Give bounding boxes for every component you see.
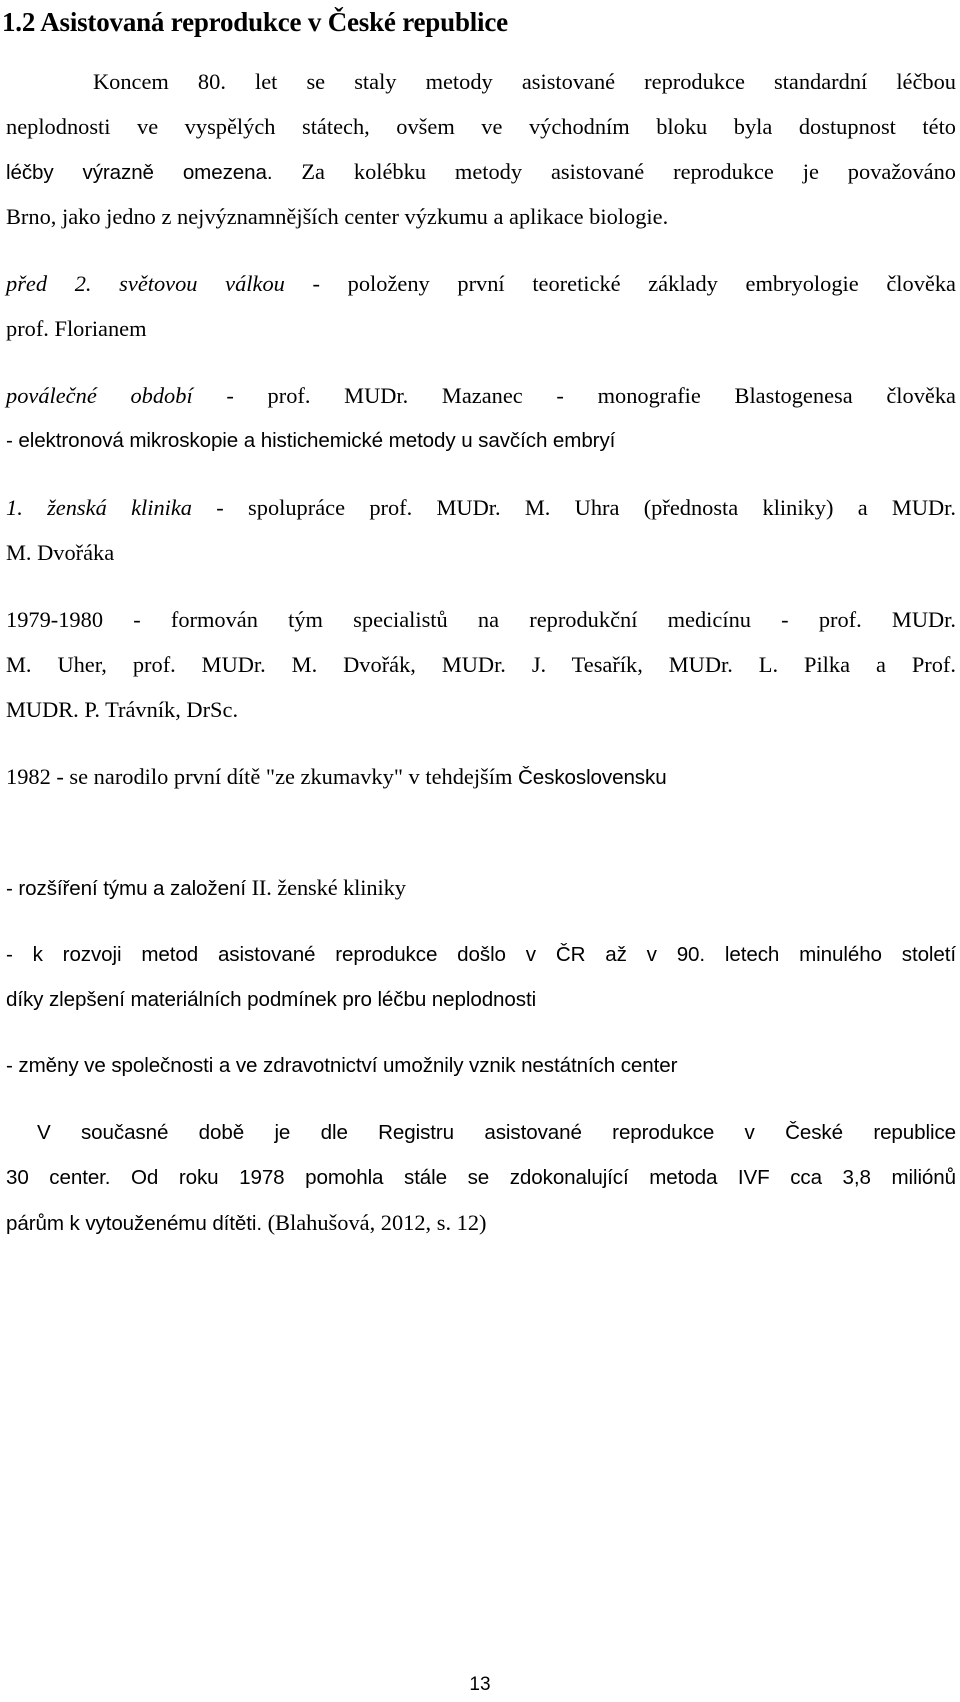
paragraph-5-line-2: M. Uher, prof. MUDr. M. Dvořák, MUDr. J. Tesařík, MUDr. L. Pilka a Prof. — [6, 652, 956, 677]
paragraph-7-line-1-end: II. ženské kliniky — [251, 875, 406, 900]
paragraph-4-line-2: M. Dvořáka — [6, 540, 115, 565]
paragraph-10-line-3-start: párům k vytouženému dítěti. — [6, 1212, 262, 1235]
paragraph-1-line-1: Koncem 80. let se staly metody asistované reprodukce standardní léčbou — [93, 69, 956, 94]
paragraph-8-line-2: díky zlepšení materiálních podmínek pro léčbu neplodnosti — [6, 988, 537, 1011]
paragraph-4-line-1-rest: - spolupráce prof. MUDr. M. Uhra (přednosta kliniky) a MUDr. — [192, 495, 956, 520]
section-heading: 1.2 Asistovaná reprodukce v České republice — [2, 7, 508, 37]
paragraph-2-line-1 — [6, 269, 956, 299]
paragraph-1-line-4: Brno, jako jedno z nejvýznamnějších center výzkumu a aplikace biologie. — [6, 204, 669, 229]
paragraph-10-line-1: V současné době je dle Registru asistované reprodukce v České republice — [37, 1121, 956, 1144]
paragraph-5-line-3: MUDR. P. Trávník, DrSc. — [6, 697, 239, 722]
paragraph-1-line-3 — [6, 157, 956, 188]
paragraph-10-line-3-end: (Blahušová, 2012, s. 12) — [262, 1210, 487, 1235]
paragraph-6-line-1 — [6, 762, 956, 793]
paragraph-4-line-1 — [6, 493, 956, 523]
paragraph-3-line-1 — [6, 381, 956, 411]
paragraph-2-italic-term: před 2. světovou válkou — [6, 271, 285, 296]
paragraph-6-line-1-end: Československu — [518, 766, 667, 789]
paragraph-7-line-1-start: - rozšíření týmu a založení — [6, 877, 252, 900]
paragraph-3-line-2: - elektronová mikroskopie a histichemické metody u savčích embryí — [6, 429, 616, 452]
paragraph-7-line-1 — [6, 873, 956, 904]
paragraph-8-line-1-start: - k rozvoji metod asistované reprodukce došlo v ČR až v 90. — [6, 943, 706, 966]
paragraph-3-line-1-rest: - prof. MUDr. Mazanec - monografie Blastogenesa člověka — [192, 383, 956, 408]
paragraph-6-line-1-start: 1982 - se narodilo první dítě "ze zkumavky" v tehdejším — [6, 764, 518, 789]
paragraph-8-line-1-end: letech minulého století — [705, 943, 957, 966]
paragraph-1-line-3-end: Za kolébku metody asistované reprodukce je považováno — [272, 159, 956, 184]
page-number: 13 — [469, 1674, 491, 1695]
paragraph-2-line-2: prof. Florianem — [6, 316, 147, 341]
paragraph-8-line-1 — [6, 940, 956, 970]
paragraph-1-line-2: neplodnosti ve vyspělých státech, ovšem ve východním bloku byla dostupnost této — [6, 114, 956, 139]
paragraph-4-italic-term: 1. ženská klinika — [6, 495, 192, 520]
paragraph-10-line-3 — [6, 1208, 956, 1239]
paragraph-10-line-2: 30 center. Od roku 1978 pomohla stále se zdokonalující metoda IVF cca 3,8 miliónů — [6, 1166, 956, 1189]
paragraph-5-line-1: 1979-1980 - formován tým specialistů na reprodukční medicínu - prof. MUDr. — [6, 607, 956, 632]
paragraph-3-italic-term: poválečné období — [6, 383, 193, 408]
paragraph-2-line-1-rest: - položeny první teoretické základy embryologie člověka — [284, 271, 956, 296]
paragraph-9-line-1: - změny ve společnosti a ve zdravotnictví umožnily vznik nestátních center — [6, 1054, 678, 1077]
paragraph-1-line-3-start: léčby výrazně omezena. — [6, 161, 273, 184]
